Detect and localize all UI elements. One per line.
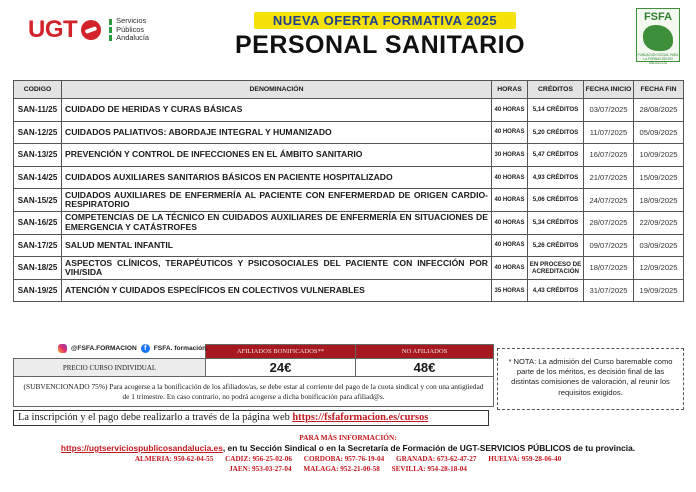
course-credits: 4,93 CRÉDITOS: [528, 166, 584, 189]
course-name: ATENCIÓN Y CUIDADOS ESPECÍFICOS EN COLECTIVOS VULNERABLES: [62, 279, 492, 302]
course-name: PREVENCIÓN Y CONTROL DE INFECCIONES EN EL ÁMBITO SANITARIO: [62, 144, 492, 167]
course-end-date: 05/09/2025: [634, 121, 684, 144]
phones-line-1: [0, 455, 696, 463]
course-credits: 5,26 CRÉDITOS: [528, 234, 584, 257]
ugt-logo-line1: Servicios: [116, 16, 147, 26]
course-name: COMPETENCIAS DE LA TÉCNICO EN CUIDADOS AUXILIARES DE ENFERMERÍA EN SITUACIONES DE EMERGENCIA Y CATÁSTROFES: [62, 211, 492, 234]
course-start-date: 31/07/2025: [584, 279, 634, 302]
phone-cadiz: CADIZ: 956-25-02-06: [225, 455, 292, 463]
page-title: PERSONAL SANITARIO: [234, 31, 526, 59]
ugt-logo-text: [116, 17, 149, 43]
table-row: [14, 189, 684, 212]
website-link[interactable]: https://ugtserviciospublicosandalucia.es: [60, 443, 223, 453]
table-row: [14, 166, 684, 189]
course-credits: 5,14 CRÉDITOS: [528, 99, 584, 122]
offer-banner-text: NUEVA OFERTA FORMATIVA 2025: [272, 13, 498, 28]
registration-text: La inscripción y el pago debe realizarlo a través de la página web: [18, 412, 293, 423]
instagram-icon: [58, 344, 67, 353]
table-row: [14, 257, 684, 280]
course-code: SAN-13/25: [14, 144, 62, 167]
course-credits: EN PROCESO DE ACREDITACIÓN: [528, 257, 584, 280]
pricing-table: [13, 344, 494, 407]
course-name: CUIDADOS AUXILIARES SANITARIOS BÁSICOS EN PACIENTE HOSPITALIZADO: [62, 166, 492, 189]
table-header-row: [14, 81, 684, 99]
table-row: [14, 144, 684, 167]
column-header-end: FECHA FIN: [634, 81, 684, 99]
fsfa-logo-word: FSFA: [643, 11, 673, 23]
course-name: CUIDADOS PALIATIVOS: ABORDAJE INTEGRAL Y HUMANIZADO: [62, 121, 492, 144]
course-start-date: 11/07/2025: [584, 121, 634, 144]
course-hours: 35 HORAS: [492, 279, 528, 302]
column-header-credits: CRÉDITOS: [528, 81, 584, 99]
phone-cordoba: CORDOBA: 957-76-19-04: [303, 455, 385, 463]
course-start-date: 18/07/2025: [584, 257, 634, 280]
courses-table: [13, 80, 684, 302]
course-name: ASPECTOS CLÍNICOS, TERAPÉUTICOS Y PSICOSOCIALES DEL PACIENTE CON INFECCIÓN POR VIH/SIDA: [62, 257, 492, 280]
course-hours: 40 HORAS: [492, 211, 528, 234]
course-start-date: 21/07/2025: [584, 166, 634, 189]
registration-box: [13, 410, 489, 426]
course-hours: 40 HORAS: [492, 189, 528, 212]
column-header-start: FECHA INICIO: [584, 81, 634, 99]
course-hours: 30 HORAS: [492, 144, 528, 167]
pricing-header-non-affiliated: NO AFILIADOS: [356, 345, 494, 359]
course-end-date: 03/09/2025: [634, 234, 684, 257]
ugt-logo-word: UGT: [28, 16, 78, 43]
course-code: SAN-19/25: [14, 279, 62, 302]
course-code: SAN-12/25: [14, 121, 62, 144]
ugt-logo-line2: Públicos: [116, 24, 145, 34]
price-non-affiliated: 48€: [356, 359, 494, 377]
course-end-date: 19/09/2025: [634, 279, 684, 302]
ugt-logo-line3: Andalucía: [116, 33, 150, 43]
course-start-date: 24/07/2025: [584, 189, 634, 212]
course-credits: 5,47 CRÉDITOS: [528, 144, 584, 167]
pricing-note: (SUBVENCIONADO 75%) Para acogerse a la bonificación de los afiliados/as, se debe estar al corriente del pago de la cuota sindical y con una antigüedad de 1 trimestre. En caso contrario, no podrá acogerse a dicha bonificación para afiliad@s.: [14, 377, 494, 407]
course-code: SAN-16/25: [14, 211, 62, 234]
course-name: CUIDADOS AUXILIARES DE ENFERMERÍA AL PACIENTE CON ENFERMERDAD DE ORIGEN CARDIO-RESPIRATORIO: [62, 189, 492, 212]
column-header-code: CODIGO: [14, 81, 62, 99]
course-credits: 5,20 CRÉDITOS: [528, 121, 584, 144]
registration-link[interactable]: https://fsfaformacion.es/cursos: [292, 412, 429, 423]
fsfa-logo-tagline: FUNDACIÓN SOCIAL PARA LA FORMACIÓN EN ANDALUCÍA: [637, 53, 679, 65]
table-row: [14, 99, 684, 122]
course-code: SAN-18/25: [14, 257, 62, 280]
phones-line-2: [0, 465, 696, 473]
instagram-handle: @FSFA.FORMACION: [71, 345, 137, 352]
course-hours: 40 HORAS: [492, 234, 528, 257]
course-start-date: 28/07/2025: [584, 211, 634, 234]
course-start-date: 03/07/2025: [584, 99, 634, 122]
fsfa-logo: [636, 8, 680, 65]
pricing-header-affiliated: AFILIADOS BONIFICADOS**: [206, 345, 356, 359]
table-row: [14, 211, 684, 234]
phone-huelva: HUELVA: 959-28-06-40: [488, 455, 562, 463]
course-credits: 5,06 CRÉDITOS: [528, 189, 584, 212]
ugt-handshake-icon: [81, 20, 101, 40]
social-handles: [58, 344, 208, 353]
phone-sevilla: SEVILLA: 954-28-18-04: [391, 465, 467, 473]
table-row: [14, 234, 684, 257]
course-name: SALUD MENTAL INFANTIL: [62, 234, 492, 257]
course-credits: 5,34 CRÉDITOS: [528, 211, 584, 234]
facebook-handle: FSFA. formación.: [153, 345, 209, 352]
course-start-date: 16/07/2025: [584, 144, 634, 167]
phone-malaga: MALAGA: 952-21-00-58: [303, 465, 380, 473]
more-info-heading: PARA MÁS INFORMACIÓN:: [299, 433, 397, 442]
column-header-name: DENOMINACIÓN: [62, 81, 492, 99]
course-end-date: 18/09/2025: [634, 189, 684, 212]
ugt-bars-icon: [109, 19, 112, 41]
pricing-row: [14, 359, 494, 377]
pricing-note-row: [14, 377, 494, 407]
course-code: SAN-11/25: [14, 99, 62, 122]
course-end-date: 15/09/2025: [634, 166, 684, 189]
course-hours: 40 HORAS: [492, 121, 528, 144]
more-info-text: , en tu Sección Sindical o en la Secretaría de Formación de UGT-SERVICIOS PÚBLICOS de tu provincia.: [222, 443, 636, 453]
admission-note: * NOTA: La admisión del Curso baremable como parte de los méritos, es decisión final de las distintas comisiones de valoración, al reunir los requisitos exigidos.: [497, 348, 684, 410]
course-code: SAN-17/25: [14, 234, 62, 257]
more-info-line: [0, 443, 696, 453]
course-hours: 40 HORAS: [492, 99, 528, 122]
course-hours: 40 HORAS: [492, 166, 528, 189]
phone-jaen: JAEN: 953-03-27-04: [229, 465, 292, 473]
course-end-date: 10/09/2025: [634, 144, 684, 167]
course-start-date: 09/07/2025: [584, 234, 634, 257]
table-row: [14, 121, 684, 144]
course-name: CUIDADO DE HERIDAS Y CURAS BÁSICAS: [62, 99, 492, 122]
andalucia-map-icon: [643, 25, 673, 51]
pricing-row-label: PRECIO CURSO INDIVIDUAL: [14, 359, 206, 377]
price-affiliated: 24€: [206, 359, 356, 377]
facebook-icon: f: [141, 344, 150, 353]
course-end-date: 28/08/2025: [634, 99, 684, 122]
ugt-logo: [28, 12, 178, 48]
course-code: SAN-14/25: [14, 166, 62, 189]
course-end-date: 22/09/2025: [634, 211, 684, 234]
course-code: SAN-15/25: [14, 189, 62, 212]
course-credits: 4,43 CRÉDITOS: [528, 279, 584, 302]
course-hours: 40 HORAS: [492, 257, 528, 280]
column-header-hours: HORAS: [492, 81, 528, 99]
offer-banner: [254, 12, 516, 29]
table-row: [14, 279, 684, 302]
phone-almeria: ALMERIA: 950-62-04-55: [134, 455, 214, 463]
phone-granada: GRANADA: 673-62-47-27: [396, 455, 477, 463]
course-end-date: 12/09/2025: [634, 257, 684, 280]
